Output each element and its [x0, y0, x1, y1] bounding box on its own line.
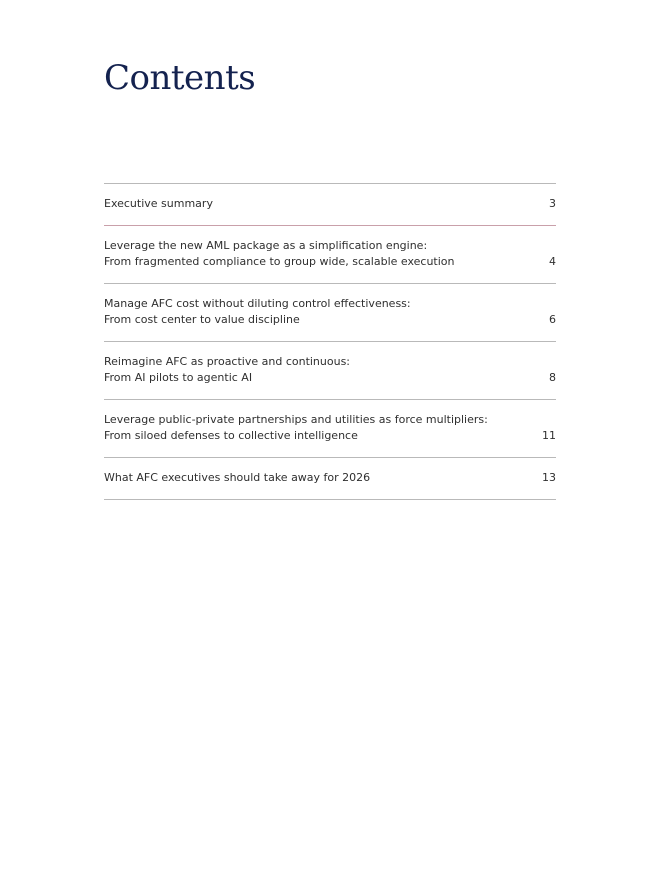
toc-entry-executive-summary[interactable] [104, 184, 556, 226]
toc-entry-subtitle: From fragmented compliance to group wide, scalable execution [104, 255, 455, 268]
toc-entry-page-number: 11 [542, 429, 556, 442]
toc-entry-title: Leverage public-private partnerships and utilities as force multipliers: [104, 413, 488, 426]
toc-entry-public-private-partnerships[interactable] [104, 400, 556, 458]
toc-entry-afc-cost[interactable] [104, 284, 556, 342]
toc-entry-title: Executive summary [104, 197, 213, 210]
toc-entry-text [104, 470, 370, 486]
toc-entry-page-number: 3 [549, 197, 556, 210]
toc-entry-page-number: 8 [549, 371, 556, 384]
toc-entry-reimagine-afc[interactable] [104, 342, 556, 400]
toc-entry-text [104, 296, 411, 328]
toc-entry-text [104, 238, 455, 270]
toc-entry-subtitle: From cost center to value discipline [104, 313, 300, 326]
toc-entry-title: Manage AFC cost without diluting control effectiveness: [104, 297, 411, 310]
toc-entry-title: Reimagine AFC as proactive and continuous: [104, 355, 351, 368]
toc-entry-text [104, 196, 213, 212]
toc-entry-page-number: 4 [549, 255, 556, 268]
toc-entry-text [104, 354, 350, 386]
toc-entry-takeaways-2026[interactable] [104, 458, 556, 500]
toc-entry-page-number: 6 [549, 313, 556, 326]
toc-entry-text [104, 412, 488, 444]
table-of-contents [104, 183, 556, 500]
toc-entry-title: Leverage the new AML package as a simplification engine: [104, 239, 428, 252]
toc-entry-page-number: 13 [542, 471, 556, 484]
toc-entry-aml-package[interactable] [104, 226, 556, 284]
toc-entry-title: What AFC executives should take away for 2026 [104, 471, 371, 484]
toc-entry-subtitle: From AI pilots to agentic AI [104, 371, 253, 384]
toc-entry-subtitle: From siloed defenses to collective intelligence [104, 429, 358, 442]
page-title: Contents [104, 58, 256, 98]
